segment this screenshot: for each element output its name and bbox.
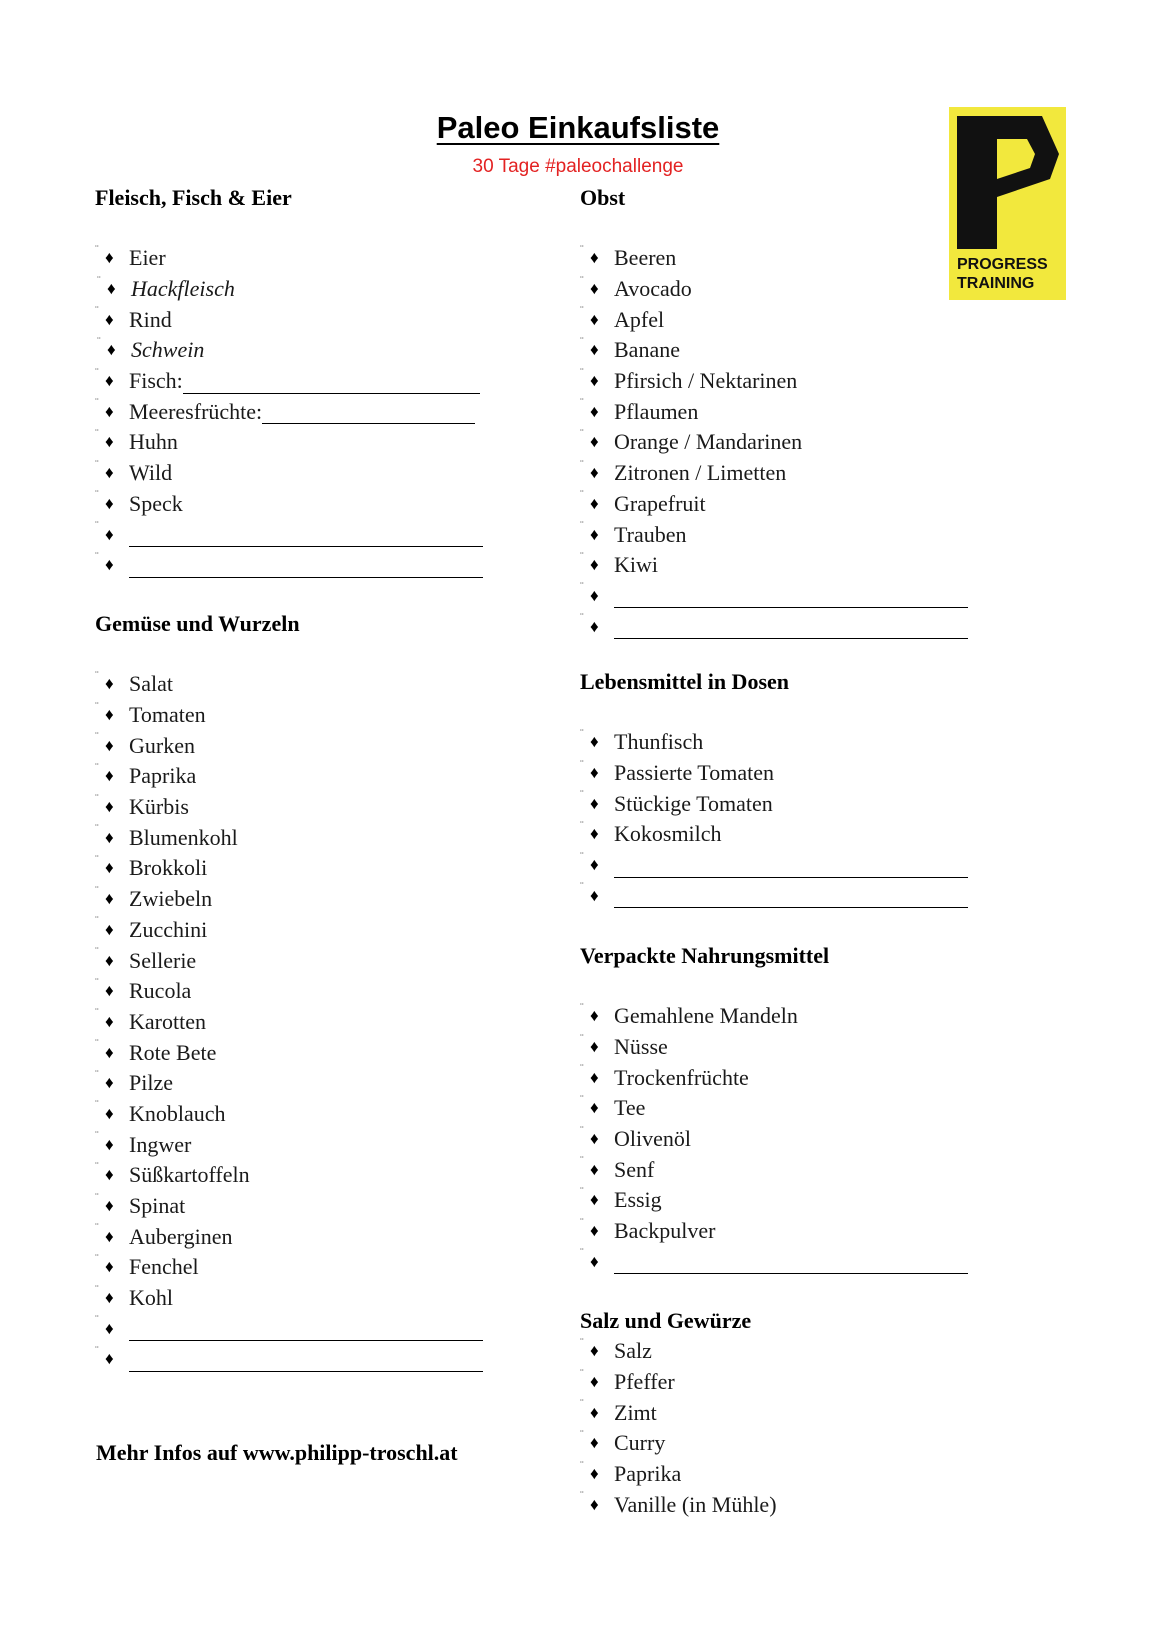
checkbox-icon[interactable]: ¨ [95, 699, 99, 712]
diamond-bullet-icon: ♦ [590, 493, 599, 513]
diamond-bullet-icon: ♦ [105, 493, 114, 513]
item-label: Sellerie [129, 947, 197, 973]
item-list [95, 669, 555, 1375]
write-in-line[interactable] [614, 887, 968, 908]
diamond-bullet-icon: ♦ [105, 1042, 114, 1062]
section-heading: Gemüse und Wurzeln [95, 611, 300, 636]
write-in-line[interactable] [262, 403, 475, 424]
diamond-bullet-icon: ♦ [105, 555, 114, 575]
item-label: Gurken [129, 732, 195, 758]
section-heading: Verpackte Nahrungsmittel [580, 943, 830, 968]
diamond-bullet-icon: ♦ [105, 1349, 114, 1369]
diamond-bullet-icon: ♦ [105, 919, 114, 939]
checkbox-icon[interactable]: ¨ [95, 791, 99, 804]
diamond-bullet-icon: ♦ [590, 1221, 599, 1241]
list-item[interactable] [95, 458, 555, 489]
diamond-bullet-icon: ♦ [590, 824, 599, 844]
item-label: Senf [614, 1156, 655, 1182]
item-label: Salat [129, 671, 173, 697]
checkbox-icon[interactable]: ¨ [580, 818, 584, 831]
diamond-bullet-icon: ♦ [590, 309, 599, 329]
list-item[interactable] [95, 519, 555, 550]
diamond-bullet-icon: ♦ [105, 1226, 114, 1246]
list-item[interactable] [580, 304, 1040, 335]
list-item[interactable] [95, 1007, 555, 1038]
checkbox-icon[interactable]: ¨ [95, 457, 99, 470]
item-label: Zitronen / Limetten [614, 460, 787, 486]
checkbox-icon[interactable]: ¨ [580, 242, 584, 255]
item-label: Eier [129, 245, 166, 271]
checkbox-icon[interactable]: ¨ [95, 1006, 99, 1019]
diamond-bullet-icon: ♦ [590, 1251, 599, 1271]
diamond-bullet-icon: ♦ [105, 858, 114, 878]
item-list [580, 1001, 1040, 1277]
list-item[interactable] [580, 611, 1040, 642]
logo-text-line2: TRAINING [957, 275, 1035, 292]
checkbox-icon[interactable]: ¨ [95, 1067, 99, 1080]
diamond-bullet-icon: ♦ [105, 950, 114, 970]
diamond-bullet-icon: ♦ [105, 1196, 114, 1216]
diamond-bullet-icon: ♦ [105, 371, 114, 391]
list-item[interactable] [95, 1313, 555, 1344]
checkbox-icon[interactable]: ¨ [580, 726, 584, 739]
list-item[interactable] [95, 1068, 555, 1099]
checkbox-icon[interactable]: ¨ [580, 1215, 584, 1228]
diamond-bullet-icon: ♦ [590, 763, 599, 783]
item-label: Paprika [129, 763, 197, 789]
item-label: Orange / Mandarinen [614, 429, 803, 455]
item-label: Apfel [614, 306, 665, 332]
list-item[interactable] [580, 788, 1040, 819]
checkbox-icon[interactable]: ¨ [580, 1062, 584, 1075]
list-item[interactable] [580, 1216, 1040, 1247]
list-item[interactable] [95, 1191, 555, 1222]
checkbox-icon[interactable]: ¨ [95, 242, 99, 255]
diamond-bullet-icon: ♦ [590, 248, 599, 268]
diamond-bullet-icon: ♦ [590, 1067, 599, 1087]
checkbox-icon[interactable]: ¨ [95, 1251, 99, 1264]
list-item[interactable] [580, 1001, 1040, 1032]
checkbox-icon[interactable]: ¨ [97, 334, 101, 347]
item-label: Rind [129, 306, 172, 332]
list-item[interactable] [95, 730, 555, 761]
diamond-bullet-icon: ♦ [105, 1134, 114, 1154]
write-in-line[interactable] [614, 587, 968, 608]
checkbox-icon[interactable]: ¨ [95, 1282, 99, 1295]
section-heading: Fleisch, Fisch & Eier [95, 185, 292, 210]
item-list [580, 1336, 1040, 1520]
diamond-bullet-icon: ♦ [105, 463, 114, 483]
checkbox-icon[interactable]: ¨ [95, 668, 99, 681]
diamond-bullet-icon: ♦ [105, 1318, 114, 1338]
checkbox-icon[interactable]: ¨ [580, 334, 584, 347]
list-item[interactable] [580, 850, 1040, 881]
list-item[interactable] [95, 427, 555, 458]
list-item[interactable] [95, 915, 555, 946]
diamond-bullet-icon: ♦ [590, 340, 599, 360]
section-gewuerze [580, 1306, 1040, 1520]
item-label: Pfirsich / Nektarinen [614, 368, 798, 394]
section-verpackt [580, 941, 1040, 1277]
diamond-bullet-icon: ♦ [590, 463, 599, 483]
diamond-bullet-icon: ♦ [107, 279, 116, 299]
list-item[interactable] [580, 1428, 1040, 1459]
diamond-bullet-icon: ♦ [105, 705, 114, 725]
item-label: Essig [614, 1187, 662, 1213]
item-label: Trauben [614, 521, 687, 547]
write-in-line[interactable] [614, 1253, 968, 1274]
checkbox-icon[interactable]: ¨ [95, 883, 99, 896]
checkbox-icon[interactable]: ¨ [95, 975, 99, 988]
diamond-bullet-icon: ♦ [105, 766, 114, 786]
checkbox-icon[interactable]: ¨ [95, 1190, 99, 1203]
list-item[interactable] [95, 700, 555, 731]
checkbox-icon[interactable]: ¨ [580, 365, 584, 378]
checkbox-icon[interactable]: ¨ [580, 1123, 584, 1136]
diamond-bullet-icon: ♦ [105, 1073, 114, 1093]
list-item[interactable] [580, 819, 1040, 850]
checkbox-icon[interactable]: ¨ [95, 1098, 99, 1111]
item-label: Grapefruit [614, 490, 706, 516]
list-item[interactable] [580, 458, 1040, 489]
list-item[interactable] [580, 366, 1040, 397]
checkbox-icon[interactable]: ¨ [580, 273, 584, 286]
checkbox-icon[interactable]: ¨ [95, 426, 99, 439]
write-in-line[interactable] [614, 857, 968, 878]
diamond-bullet-icon: ♦ [590, 1341, 599, 1361]
diamond-bullet-icon: ♦ [590, 1098, 599, 1118]
diamond-bullet-icon: ♦ [105, 524, 114, 544]
checkbox-icon[interactable]: ¨ [580, 457, 584, 470]
checkbox-icon[interactable]: ¨ [580, 1092, 584, 1105]
item-list [580, 727, 1040, 911]
diamond-bullet-icon: ♦ [105, 1288, 114, 1308]
checkbox-icon[interactable]: ¨ [580, 1458, 584, 1471]
list-item[interactable] [580, 1459, 1040, 1490]
item-label: Fenchel [129, 1254, 199, 1280]
item-label: Zimt [614, 1399, 657, 1425]
diamond-bullet-icon: ♦ [590, 732, 599, 752]
item-label: Spinat [129, 1193, 186, 1219]
list-item[interactable] [95, 1129, 555, 1160]
section-fleisch [95, 183, 555, 581]
list-item[interactable] [95, 822, 555, 853]
list-item[interactable] [580, 581, 1040, 612]
checkbox-icon[interactable]: ¨ [95, 488, 99, 501]
checkbox-icon[interactable]: ¨ [580, 1246, 584, 1259]
diamond-bullet-icon: ♦ [105, 1257, 114, 1277]
item-label: Brokkoli [129, 855, 208, 881]
diamond-bullet-icon: ♦ [590, 371, 599, 391]
item-label: Ingwer [129, 1131, 192, 1157]
checkbox-icon[interactable]: ¨ [580, 1397, 584, 1410]
list-item[interactable] [95, 976, 555, 1007]
list-item[interactable] [580, 1124, 1040, 1155]
list-item[interactable] [95, 304, 555, 335]
list-item[interactable] [580, 1062, 1040, 1093]
diamond-bullet-icon: ♦ [590, 585, 599, 605]
list-item[interactable] [580, 243, 1040, 274]
item-label: Karotten [129, 1008, 206, 1034]
diamond-bullet-icon: ♦ [590, 279, 599, 299]
item-label: Fisch: [129, 368, 183, 394]
checkbox-icon[interactable]: ¨ [580, 426, 584, 439]
write-in-line[interactable] [614, 618, 968, 639]
diamond-bullet-icon: ♦ [105, 827, 114, 847]
checkbox-icon[interactable]: ¨ [580, 304, 584, 317]
item-label: Beeren [614, 245, 677, 271]
checkbox-icon[interactable]: ¨ [580, 1031, 584, 1044]
diamond-bullet-icon: ♦ [105, 889, 114, 909]
item-label: Rucola [129, 978, 192, 1004]
diamond-bullet-icon: ♦ [590, 1372, 599, 1392]
item-label: Salz [614, 1338, 652, 1364]
item-label: Tomaten [129, 702, 206, 728]
diamond-bullet-icon: ♦ [590, 1006, 599, 1026]
footer-info: Mehr Infos auf www.philipp-troschl.at [96, 1440, 458, 1465]
section-heading: Salz und Gewürze [580, 1308, 752, 1333]
item-label: Paprika [614, 1461, 682, 1487]
diamond-bullet-icon: ♦ [107, 340, 116, 360]
diamond-bullet-icon: ♦ [105, 1165, 114, 1185]
list-item[interactable] [95, 669, 555, 700]
list-item[interactable] [95, 243, 555, 274]
checkbox-icon[interactable]: ¨ [580, 1154, 584, 1167]
list-item[interactable] [580, 1154, 1040, 1185]
list-item[interactable] [580, 1247, 1040, 1278]
item-label: Hackfleisch [131, 276, 235, 302]
list-item[interactable] [580, 880, 1040, 911]
logo-text-line1: PROGRESS [957, 256, 1048, 273]
item-label: Pflaumen [614, 398, 699, 424]
list-item[interactable] [95, 550, 555, 581]
checkbox-icon[interactable]: ¨ [95, 1313, 99, 1326]
list-item[interactable] [95, 792, 555, 823]
list-item[interactable] [580, 519, 1040, 550]
diamond-bullet-icon: ♦ [105, 401, 114, 421]
checkbox-icon[interactable]: ¨ [95, 945, 99, 958]
item-label: Blumenkohl [129, 824, 238, 850]
diamond-bullet-icon: ♦ [590, 1402, 599, 1422]
list-item[interactable] [95, 396, 555, 427]
list-item[interactable] [95, 1221, 555, 1252]
diamond-bullet-icon: ♦ [590, 432, 599, 452]
list-item[interactable] [580, 274, 1040, 305]
section-heading: Lebensmittel in Dosen [580, 669, 789, 694]
checkbox-icon[interactable]: ¨ [95, 519, 99, 532]
document-title: Paleo Einkaufsliste [436, 110, 720, 145]
item-label: Kiwi [614, 552, 658, 578]
checkbox-icon[interactable]: ¨ [580, 1427, 584, 1440]
list-item[interactable] [580, 1336, 1040, 1367]
diamond-bullet-icon: ♦ [105, 309, 114, 329]
item-label: Olivenöl [614, 1126, 691, 1152]
item-label: Backpulver [614, 1218, 716, 1244]
list-item[interactable] [95, 335, 555, 366]
diamond-bullet-icon: ♦ [105, 797, 114, 817]
item-label: Tee [614, 1095, 646, 1121]
diamond-bullet-icon: ♦ [590, 1129, 599, 1149]
diamond-bullet-icon: ♦ [590, 885, 599, 905]
list-item[interactable] [580, 1489, 1040, 1520]
diamond-bullet-icon: ♦ [590, 1433, 599, 1453]
item-label: Trockenfrüchte [614, 1064, 749, 1090]
checkbox-icon[interactable]: ¨ [580, 1184, 584, 1197]
item-list [580, 243, 1040, 642]
item-label: Passierte Tomaten [614, 760, 774, 786]
checkbox-icon[interactable]: ¨ [95, 852, 99, 865]
list-item[interactable] [95, 274, 555, 305]
section-obst [580, 183, 1040, 642]
item-label: Speck [129, 490, 183, 516]
list-item[interactable] [580, 427, 1040, 458]
checkbox-icon[interactable]: ¨ [95, 549, 99, 562]
list-item[interactable] [95, 1344, 555, 1375]
item-label: Kohl [129, 1285, 173, 1311]
list-item[interactable] [580, 1185, 1040, 1216]
list-item[interactable] [95, 945, 555, 976]
item-label: Huhn [129, 429, 178, 455]
item-label: Knoblauch [129, 1100, 226, 1126]
checkbox-icon[interactable]: ¨ [95, 1343, 99, 1356]
item-label: Pfeffer [614, 1369, 675, 1395]
section-dosen [580, 667, 1040, 911]
list-item[interactable] [580, 727, 1040, 758]
list-item[interactable] [580, 1397, 1040, 1428]
checkbox-icon[interactable]: ¨ [95, 365, 99, 378]
item-label: Schwein [131, 337, 205, 363]
item-label: Zwiebeln [129, 886, 213, 912]
diamond-bullet-icon: ♦ [590, 855, 599, 875]
list-item[interactable] [95, 1252, 555, 1283]
list-item[interactable] [95, 1037, 555, 1068]
checkbox-icon[interactable]: ¨ [580, 580, 584, 593]
section-gemuese [95, 609, 555, 1375]
checkbox-icon[interactable]: ¨ [95, 1221, 99, 1234]
checkbox-icon[interactable]: ¨ [580, 1366, 584, 1379]
item-label: Nüsse [614, 1034, 668, 1060]
checkbox-icon[interactable]: ¨ [580, 1000, 584, 1013]
checkbox-icon[interactable]: ¨ [95, 914, 99, 927]
checkbox-icon[interactable]: ¨ [95, 730, 99, 743]
item-list [95, 243, 555, 581]
list-item[interactable] [95, 761, 555, 792]
checkbox-icon[interactable]: ¨ [580, 788, 584, 801]
checkbox-icon[interactable]: ¨ [95, 1037, 99, 1050]
list-item[interactable] [95, 853, 555, 884]
checkbox-icon[interactable]: ¨ [95, 396, 99, 409]
item-label: Pilze [129, 1070, 173, 1096]
list-item[interactable] [95, 489, 555, 520]
item-label: Kokosmilch [614, 821, 722, 847]
document-subtitle: 30 Tage #paleochallenge [472, 156, 684, 177]
diamond-bullet-icon: ♦ [105, 432, 114, 452]
diamond-bullet-icon: ♦ [105, 1011, 114, 1031]
diamond-bullet-icon: ♦ [590, 1037, 599, 1057]
item-label: Vanille (in Mühle) [614, 1491, 777, 1517]
diamond-bullet-icon: ♦ [590, 793, 599, 813]
checkbox-icon[interactable]: ¨ [95, 822, 99, 835]
list-item[interactable] [95, 1160, 555, 1191]
checkbox-icon[interactable]: ¨ [95, 1129, 99, 1142]
item-label: Gemahlene Mandeln [614, 1003, 798, 1029]
list-item[interactable] [580, 396, 1040, 427]
item-label: Avocado [614, 276, 692, 302]
write-in-line[interactable] [129, 1320, 483, 1341]
item-label: Meeresfrüchte: [129, 398, 263, 424]
list-item[interactable] [95, 1099, 555, 1130]
item-label: Stückige Tomaten [614, 790, 773, 816]
list-item[interactable] [580, 758, 1040, 789]
item-label: Wild [129, 460, 173, 486]
item-label: Thunfisch [614, 729, 704, 755]
diamond-bullet-icon: ♦ [590, 1464, 599, 1484]
list-item[interactable] [580, 1093, 1040, 1124]
item-label: Curry [614, 1430, 666, 1456]
item-label: Süßkartoffeln [129, 1162, 250, 1188]
checkbox-icon[interactable]: ¨ [95, 304, 99, 317]
diamond-bullet-icon: ♦ [590, 1159, 599, 1179]
checkbox-icon[interactable]: ¨ [97, 273, 101, 286]
diamond-bullet-icon: ♦ [590, 555, 599, 575]
list-item[interactable] [95, 1283, 555, 1314]
list-item[interactable] [580, 1032, 1040, 1063]
diamond-bullet-icon: ♦ [105, 981, 114, 1001]
list-item[interactable] [580, 1367, 1040, 1398]
checkbox-icon[interactable]: ¨ [95, 760, 99, 773]
item-label: Rote Bete [129, 1039, 217, 1065]
diamond-bullet-icon: ♦ [105, 1103, 114, 1123]
checkbox-icon[interactable]: ¨ [580, 849, 584, 862]
diamond-bullet-icon: ♦ [105, 248, 114, 268]
checkbox-icon[interactable]: ¨ [580, 1335, 584, 1348]
list-item[interactable] [95, 884, 555, 915]
list-item[interactable] [580, 489, 1040, 520]
list-item[interactable] [95, 366, 555, 397]
write-in-line[interactable] [129, 557, 483, 578]
write-in-line[interactable] [129, 1351, 483, 1372]
item-label: Banane [614, 337, 680, 363]
section-heading: Obst [580, 185, 626, 210]
checkbox-icon[interactable]: ¨ [580, 396, 584, 409]
checkbox-icon[interactable]: ¨ [580, 488, 584, 501]
item-label: Zucchini [129, 916, 208, 942]
list-item[interactable] [580, 335, 1040, 366]
diamond-bullet-icon: ♦ [590, 616, 599, 636]
item-label: Kürbis [129, 794, 189, 820]
write-in-line[interactable] [183, 373, 480, 394]
diamond-bullet-icon: ♦ [590, 524, 599, 544]
write-in-line[interactable] [129, 526, 483, 547]
checkbox-icon[interactable]: ¨ [580, 1489, 584, 1502]
checkbox-icon[interactable]: ¨ [580, 757, 584, 770]
checkbox-icon[interactable]: ¨ [580, 519, 584, 532]
list-item[interactable] [580, 550, 1040, 581]
diamond-bullet-icon: ♦ [105, 674, 114, 694]
checkbox-icon[interactable]: ¨ [95, 1159, 99, 1172]
diamond-bullet-icon: ♦ [590, 401, 599, 421]
checkbox-icon[interactable]: ¨ [580, 611, 584, 624]
diamond-bullet-icon: ♦ [105, 735, 114, 755]
checkbox-icon[interactable]: ¨ [580, 549, 584, 562]
item-label: Auberginen [129, 1223, 233, 1249]
diamond-bullet-icon: ♦ [590, 1494, 599, 1514]
diamond-bullet-icon: ♦ [590, 1190, 599, 1210]
checkbox-icon[interactable]: ¨ [580, 880, 584, 893]
